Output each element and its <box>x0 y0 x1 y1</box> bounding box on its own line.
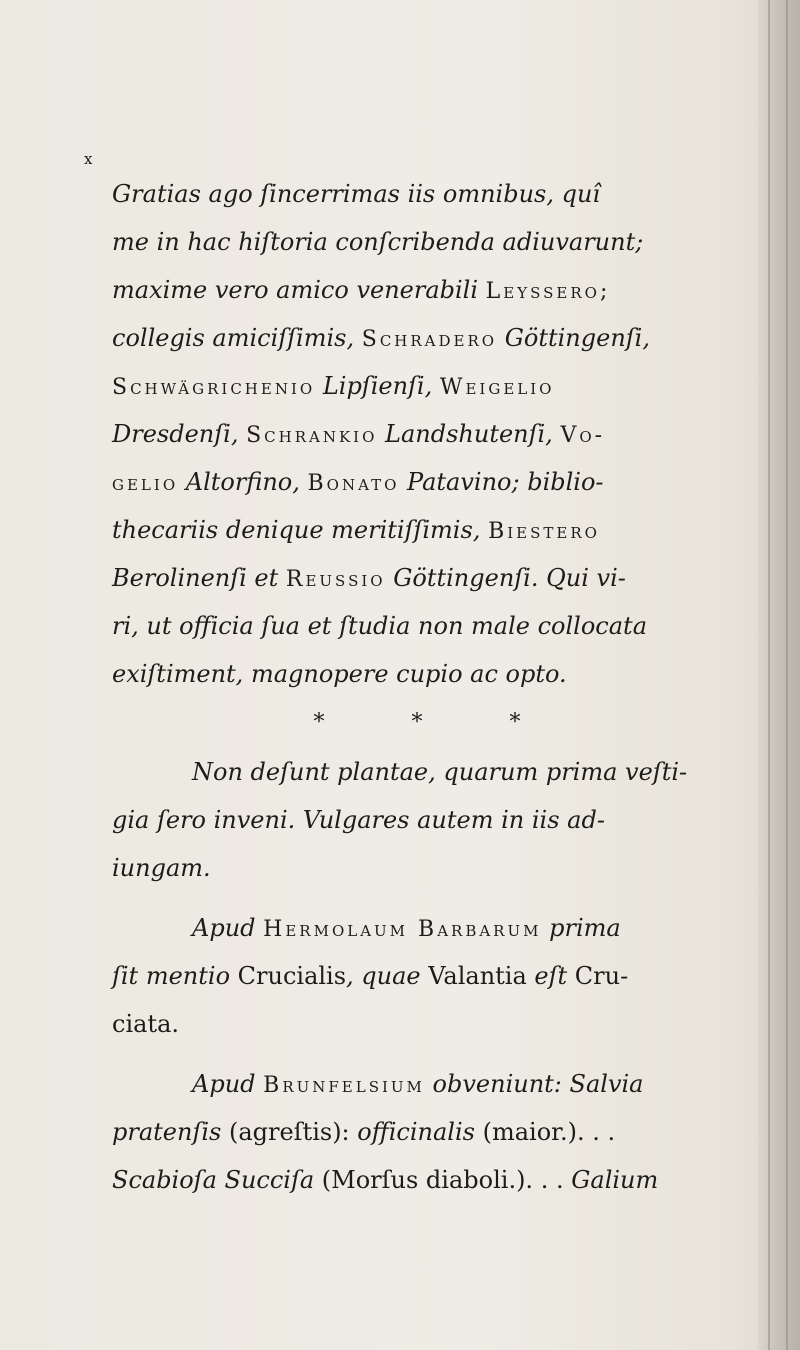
name-span: Schrankio <box>246 423 378 448</box>
text-span: prima <box>541 914 621 942</box>
text-line <box>112 266 742 314</box>
text-span: Scabioſa Succiſa <box>112 1166 315 1194</box>
roman-span: ciata. <box>112 1010 180 1038</box>
text-span: gia ſero inveni. Vulgares autem in iis ad- <box>112 806 605 834</box>
page-edge-line <box>786 0 788 1350</box>
text-line <box>112 170 742 218</box>
text-span: Göttingenſi. Qui vi- <box>385 564 626 592</box>
text-span: pratenſis <box>112 1118 222 1146</box>
text-line <box>112 554 742 602</box>
text-span: officinalis <box>357 1118 475 1146</box>
text-line <box>112 314 742 362</box>
text-span: Gratias ago ſincerrimas iis omnibus, quî <box>112 180 601 208</box>
text-line <box>112 458 742 506</box>
text-line <box>112 362 742 410</box>
text-span: eſt <box>526 962 575 990</box>
name-span: Vo- <box>560 423 606 448</box>
text-span: Galium <box>571 1166 659 1194</box>
text-span: Apud <box>192 1070 264 1098</box>
name-span: gelio <box>112 471 179 496</box>
text-span: Non deſunt plantae, quarum prima veſti- <box>192 758 688 786</box>
spacer <box>112 892 742 904</box>
section-separator: * * * <box>313 710 561 735</box>
text-span: me in hac hiſtoria conſcribenda adiuvarunt; <box>112 228 644 256</box>
text-line <box>112 602 742 650</box>
text-span: Altorfino, <box>178 468 308 496</box>
name-span: Schradero <box>361 327 498 352</box>
roman-span: Cru- <box>574 962 629 990</box>
name-span: Bonato <box>307 471 400 496</box>
text-span: maxime vero amico venerabili <box>112 276 486 304</box>
text-span: Patavino; biblio- <box>399 468 604 496</box>
text-span: exiſtiment, magnopere cupio ac opto. <box>112 660 567 688</box>
page-edge-line <box>768 0 770 1350</box>
text-span: thecariis denique meritiſſimis, <box>112 516 489 544</box>
text-line <box>112 952 742 1000</box>
text-line <box>112 410 742 458</box>
roman-span: (maior.). . . <box>474 1118 616 1146</box>
name-span: Hermolaum Barbarum <box>263 917 542 942</box>
spacer <box>112 1048 742 1060</box>
text-span: Landshutenſi, <box>377 420 561 448</box>
text-span: Berolinenſi et <box>112 564 286 592</box>
text-span: Dresdenſi, <box>112 420 247 448</box>
text-span: , quae <box>346 962 429 990</box>
text-line <box>112 748 742 796</box>
text-span: Lipſienſi, <box>315 372 440 400</box>
text-line <box>112 1000 742 1048</box>
text-span: iungam. <box>112 854 211 882</box>
roman-span: (Morſus diaboli.). . . <box>314 1166 572 1194</box>
text-span: collegis amiciſſimis, <box>112 324 362 352</box>
roman-span: Valantia <box>428 962 527 990</box>
roman-span: (agreſtis): <box>221 1118 358 1146</box>
text-line <box>112 1156 742 1204</box>
text-span: ri, ut officia ſua et ſtudia non male collocata <box>112 612 647 640</box>
name-span: Reussio <box>285 567 386 592</box>
text-block <box>112 170 742 1204</box>
text-span: obveniunt: Salvia <box>424 1070 644 1098</box>
page-edge <box>758 0 800 1350</box>
text-line <box>112 650 742 698</box>
text-span: Göttingenſi, <box>497 324 650 352</box>
roman-span: Crucialis <box>237 962 347 990</box>
text-line <box>112 844 742 892</box>
text-line <box>112 1060 742 1108</box>
text-line <box>112 506 742 554</box>
text-line <box>112 218 742 266</box>
folio-number: x <box>84 150 94 168</box>
text-span: ſit mentio <box>112 962 238 990</box>
text-span: Apud <box>192 914 264 942</box>
text-line <box>112 904 742 952</box>
text-line <box>112 796 742 844</box>
name-span: Brunfelsium <box>263 1073 425 1098</box>
name-span: Schwägrichenio <box>112 375 316 400</box>
name-span: Biestero <box>488 519 600 544</box>
name-span: Leyssero; <box>485 279 611 304</box>
text-line <box>112 1108 742 1156</box>
name-span: Weigelio <box>439 375 555 400</box>
